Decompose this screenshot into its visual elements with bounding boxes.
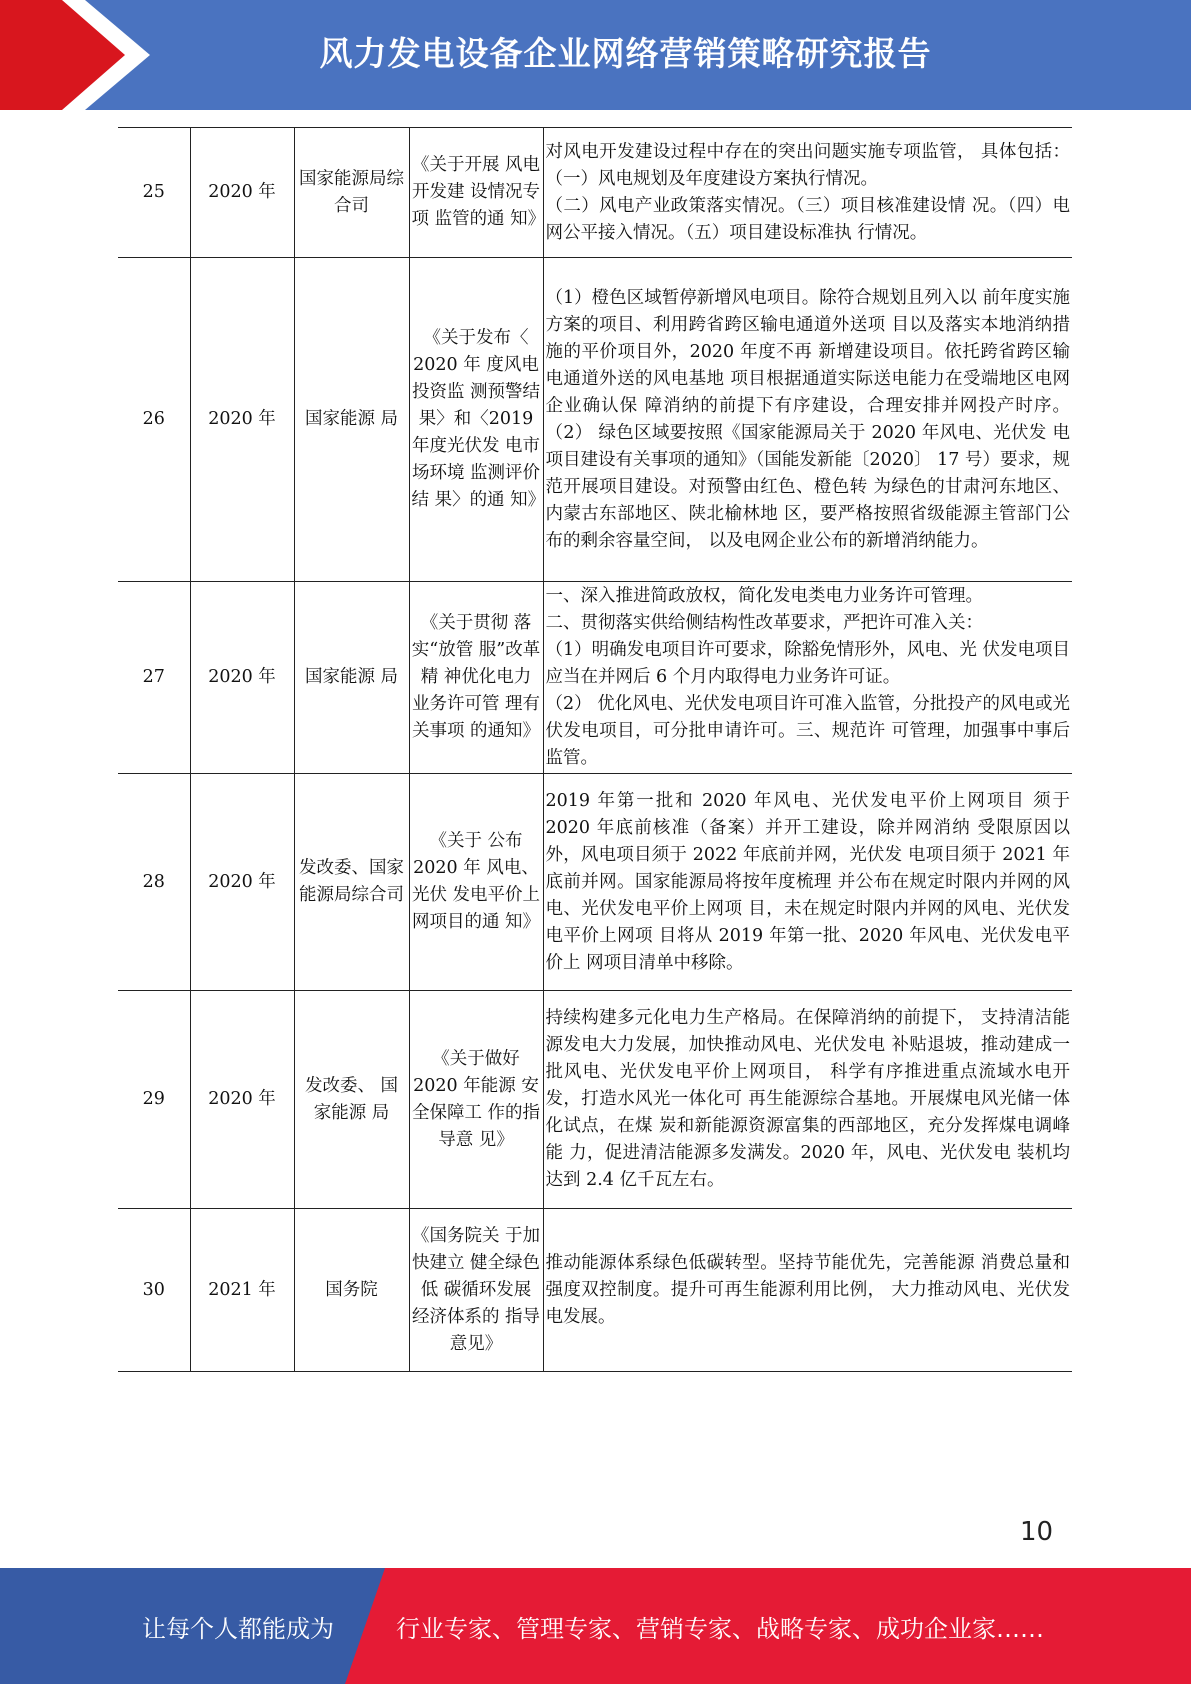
content-paragraph: 对风电开发建设过程中存在的突出问题实施专项监管， 具体包括：（一）风电规划及年度建设方案执行情况。 <box>545 141 1070 189</box>
page-number: 10 <box>1020 1517 1054 1547</box>
content-paragraph: （1）橙色区域暂停新增风电项目。除符合规划且列入以 前年度实施方案的项目、利用跨省跨区输电通道外送项 目以及落实本地消纳措施的平价项目外，2020 年度不再 新增建设项目。依托跨省跨区输电通道外送的风电基地 项目根据通道实际送电能力在受端地区电网企业确认保 障消纳的前提下有序建设，合理安排并网投产时序。（2） 绿色区域要按照《国家能源局关于 2020 年风电、光伏发 电项目建设有关事项的通知》（国能发新能〔2020〕 17 号）要求，规范开展项目建设。对预警由红色、橙色转 为绿色的甘肃河东地区、内蒙古东部地区、陕北榆林地 区，要严格按照省级能源主管部门公布的剩余容量空间， 以及电网企业公布的新增消纳能力。 <box>545 287 1070 551</box>
content-paragraph: 推动能源体系绿色低碳转型。坚持节能优先，完善能源 消费总量和强度双控制度。提升可再生能源利用比例， 大力推动风电、光伏发电发展。 <box>545 1252 1070 1327</box>
cell-document: 《关于 公布 2020 年 风电、光伏 发电平价上 网项目的通 知》 <box>409 774 543 991</box>
content-paragraph: 二、贯彻落实供给侧结构性改革要求，严把许可准入关： <box>545 613 983 633</box>
cell-document: 《关于贯彻 落实“放管 服”改革精 神优化电力 业务许可管 理有关事项 的通知》 <box>409 582 543 774</box>
table-row <box>118 258 1072 582</box>
content-paragraph: 2019 年第一批和 2020 年风电、光伏发电平价上网项目 须于 2020 年底前核准（备案）并开工建设，除并网消纳 受限原因以外，风电项目须于 2022 年底前并网，光伏发 电项目须于 2021 年底前并网。国家能源局将按年度梳理 并公布在规定时限内并网的风电、光伏发电平价上网项 目，未在规定时限内并网的风电、光伏发电平价上网项 目将从 2019 年第一批、2020 年风电、光伏发电平价上 网项目清单中移除。 <box>545 790 1070 973</box>
content-paragraph: 一、深入推进简政放权，简化发电类电力业务许可管理。 <box>545 586 983 606</box>
cell-document: 《关于开展 风电开发建 设情况专项 监管的通 知》 <box>409 128 543 258</box>
cell-content <box>543 991 1072 1209</box>
cell-issuer: 国家能源局综合司 <box>294 128 409 258</box>
table-row <box>118 582 1072 774</box>
cell-number: 30 <box>118 1209 190 1372</box>
policy-table <box>118 127 1072 1372</box>
page-footer <box>0 1568 1191 1684</box>
cell-year: 2020 年 <box>190 128 294 258</box>
table-row <box>118 774 1072 991</box>
table-row <box>118 1209 1072 1372</box>
content-paragraph: （1）明确发电项目许可要求，除豁免情形外，风电、光 伏发电项目应当在并网后 6 个月内取得电力业务许可证。 <box>545 640 1070 687</box>
cell-issuer: 发改委、国家能源局综合司 <box>294 774 409 991</box>
cell-year: 2020 年 <box>190 582 294 774</box>
cell-issuer: 国务院 <box>294 1209 409 1372</box>
cell-number: 27 <box>118 582 190 774</box>
footer-slogan-right: 行业专家、管理专家、营销专家、战略专家、成功企业家…… <box>396 1615 1044 1643</box>
cell-content <box>543 1209 1072 1372</box>
cell-issuer: 发改委、 国家能源 局 <box>294 991 409 1209</box>
cell-content <box>543 258 1072 582</box>
cell-year: 2020 年 <box>190 991 294 1209</box>
cell-content <box>543 128 1072 258</box>
content-paragraph: 持续构建多元化电力生产格局。在保障消纳的前提下， 支持清洁能源发电大力发展，加快推动风电、光伏发电 补贴退坡，推动建成一批风电、光伏发电平价上网项目， 科学有序推进重点流域水电开发，打造水风光一体化可 再生能源综合基地。开展煤电风光储一体化试点，在煤 炭和新能源资源富集的西部地区，充分发挥煤电调峰能 力，促进清洁能源多发满发。2020 年，风电、光伏发电 装机均达到 2.4 亿千瓦左右。 <box>545 1008 1070 1190</box>
cell-document: 《国务院关 于加快建立 健全绿色低 碳循环发展 经济体系的 指导意见》 <box>409 1209 543 1372</box>
cell-number: 28 <box>118 774 190 991</box>
content-paragraph: （二）风电产业政策落实情况。（三）项目核准建设情 况。（四）电网公平接入情况。（五）项目建设标准执 行情况。 <box>545 195 1070 243</box>
cell-content <box>543 774 1072 991</box>
cell-number: 25 <box>118 128 190 258</box>
cell-issuer: 国家能源 局 <box>294 258 409 582</box>
content-paragraph: （2） 优化风电、光伏发电项目许可准入监管，分批投产的风电或光伏发电项目，可分批申请许可。三、规范许 可管理，加强事中事后监管。 <box>545 694 1070 768</box>
cell-document: 《关于发布〈 2020 年 度风电投资监 测预警结 果〉和〈2019 年度光伏发 电市场环境 监测评价结 果〉的通 知》 <box>409 258 543 582</box>
cell-issuer: 国家能源 局 <box>294 582 409 774</box>
cell-number: 26 <box>118 258 190 582</box>
cell-document: 《关于做好 2020 年能源 安全保障工 作的指导意 见》 <box>409 991 543 1209</box>
cell-number: 29 <box>118 991 190 1209</box>
cell-year: 2020 年 <box>190 258 294 582</box>
page-header <box>0 0 1191 110</box>
table-row <box>118 991 1072 1209</box>
table-row <box>118 128 1072 258</box>
cell-content <box>543 582 1072 774</box>
report-title: 风力发电设备企业网络营销策略研究报告 <box>319 34 932 73</box>
footer-slogan-left: 让每个人都能成为 <box>142 1615 334 1643</box>
cell-year: 2021 年 <box>190 1209 294 1372</box>
cell-year: 2020 年 <box>190 774 294 991</box>
